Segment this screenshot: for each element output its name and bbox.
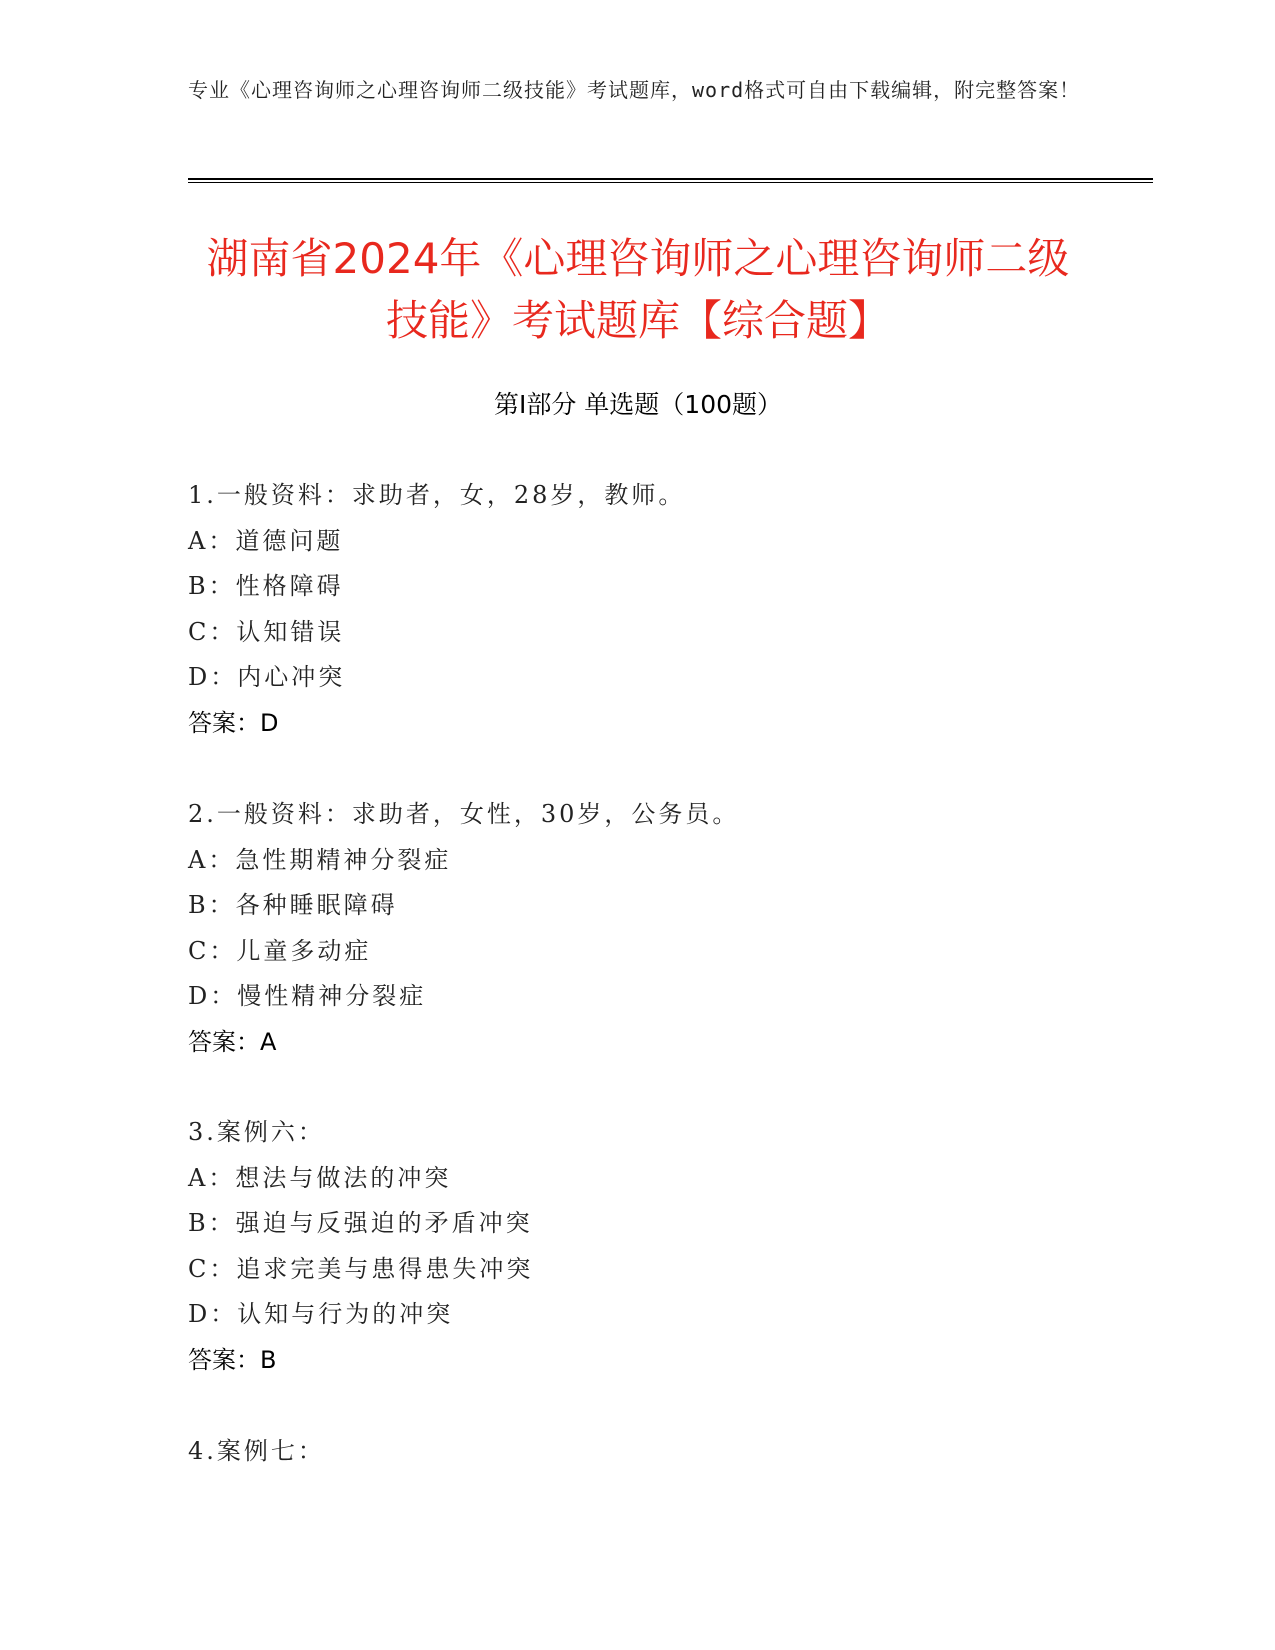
question-stem: 3.案例六：	[188, 1118, 325, 1146]
document-title: 湖南省2024年《心理咨询师之心理咨询师二级技能》考试题库【综合题】	[206, 234, 1070, 345]
question-3	[188, 1110, 1088, 1383]
question-2	[188, 792, 1088, 1065]
question-stem: 4.案例七：	[188, 1437, 325, 1465]
option-b: B：强迫与反强迫的矛盾冲突	[188, 1209, 533, 1237]
option-b: B：性格障碍	[188, 572, 344, 600]
option-c: C：认知错误	[188, 617, 345, 646]
question-4	[188, 1429, 1088, 1475]
header-rule-thick	[188, 178, 1153, 180]
question-1	[188, 473, 1088, 746]
question-stem: 1.一般资料：求助者，女，28岁，教师。	[188, 481, 686, 509]
option-d: D：慢性精神分裂症	[188, 982, 427, 1010]
option-b: B：各种睡眠障碍	[188, 891, 398, 919]
option-c: C：儿童多动症	[188, 936, 372, 965]
option-d: D：认知与行为的冲突	[188, 1300, 454, 1328]
option-a: A：想法与做法的冲突	[188, 1163, 452, 1192]
answer: 答案：A	[188, 1027, 277, 1056]
option-c: C：追求完美与患得患失冲突	[188, 1254, 534, 1283]
option-d: D：内心冲突	[188, 663, 346, 691]
option-a: A：急性期精神分裂症	[188, 845, 452, 874]
section-heading: 第I部分 单选题（100题）	[493, 390, 783, 419]
answer: 答案：B	[188, 1345, 277, 1374]
answer: 答案：D	[188, 708, 279, 737]
header-rule-thin	[188, 182, 1153, 183]
option-a: A：道德问题	[188, 526, 344, 555]
question-stem: 2.一般资料：求助者，女性，30岁，公务员。	[188, 800, 740, 828]
header-note: 专业《心理咨询师之心理咨询师二级技能》考试题库，word格式可自由下载编辑，附完整答案！	[188, 78, 1081, 102]
